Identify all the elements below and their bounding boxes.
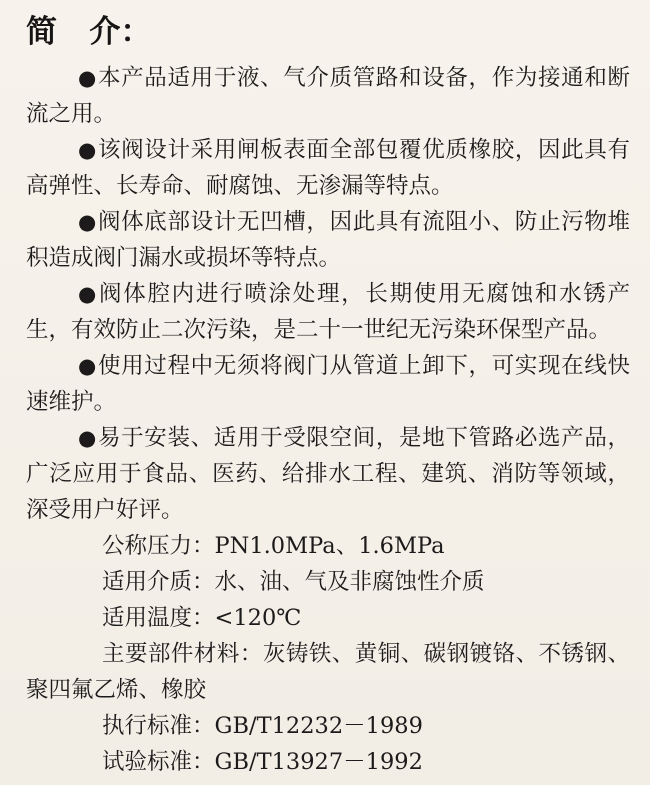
spec-exec-standard: 执行标准：GB/T12232－1989 bbox=[102, 713, 423, 739]
bullet-icon: ● bbox=[78, 354, 97, 378]
spec-materials: 主要部件材料：灰铸铁、黄铜、碳钢镀铬、不锈钢、聚四氟乙烯、橡胶 bbox=[26, 641, 630, 703]
feature-text: 易于安装、适用于受限空间，是地下管路必选产品，广泛应用于食品、医药、给排水工程、建筑、消防等领域，深受用户好评。 bbox=[26, 425, 630, 523]
spec-pressure: 公称压力：PN1.0MPa、1.6MPa bbox=[102, 533, 445, 559]
section-title: 简 介： bbox=[26, 14, 152, 50]
feature-paragraph-5 bbox=[26, 348, 630, 420]
feature-text: 阀体腔内进行喷涂处理，长期使用无腐蚀和水锈产生，有效防止二次污染，是二十一世纪无污染环保型产品。 bbox=[26, 281, 630, 343]
bullet-icon: ● bbox=[78, 282, 99, 306]
feature-paragraph-6 bbox=[26, 420, 630, 528]
bullet-icon: ● bbox=[78, 66, 97, 90]
spec-temperature: 适用温度：<120℃ bbox=[102, 605, 302, 631]
feature-paragraph-4 bbox=[26, 276, 630, 348]
feature-paragraph-2 bbox=[26, 132, 630, 204]
bullet-icon: ● bbox=[78, 210, 97, 234]
spec-medium: 适用介质：水、油、气及非腐蚀性介质 bbox=[102, 569, 485, 595]
feature-text: 该阀设计采用闸板表面全部包覆优质橡胶，因此具有高弹性、长寿命、耐腐蚀、无渗漏等特点。 bbox=[26, 137, 630, 199]
feature-text: 使用过程中无须将阀门从管道上卸下，可实现在线快速维护。 bbox=[26, 353, 630, 415]
feature-paragraph-1 bbox=[26, 60, 630, 132]
bullet-icon: ● bbox=[78, 426, 97, 450]
feature-text: 本产品适用于液、气介质管路和设备，作为接通和断流之用。 bbox=[26, 65, 630, 127]
feature-text: 阀体底部设计无凹槽，因此具有流阻小、防止污物堆积造成阀门漏水或损坏等特点。 bbox=[26, 209, 630, 271]
feature-paragraph-3 bbox=[26, 204, 630, 276]
spec-test-standard: 试验标准：GB/T13927－1992 bbox=[102, 749, 423, 775]
bullet-icon: ● bbox=[78, 138, 97, 162]
